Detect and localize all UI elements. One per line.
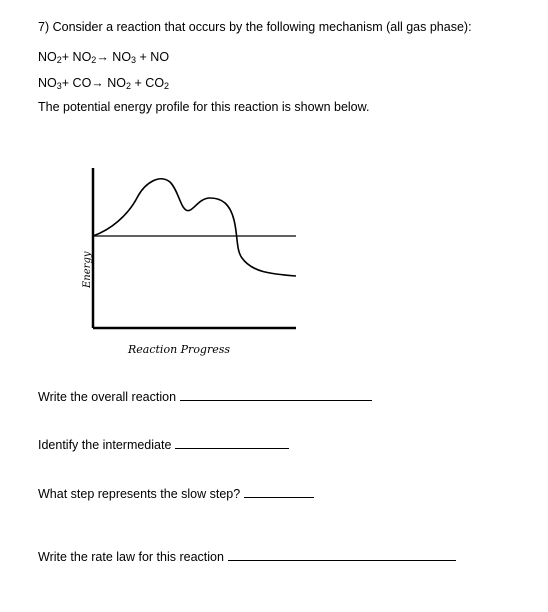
prompt-rate-law: Write the rate law for this reaction (38, 548, 456, 564)
y-axis-label: Energy (82, 251, 93, 288)
answer-blank-overall[interactable] (180, 388, 372, 401)
energy-profile-diagram (60, 160, 310, 370)
prompt-slow-step: What step represents the slow step? (38, 485, 314, 501)
reaction-arrow: → (96, 50, 109, 64)
answer-blank-rate-law[interactable] (228, 548, 456, 561)
prompt-overall-reaction: Write the overall reaction (38, 388, 372, 404)
answer-blank-slow-step[interactable] (244, 485, 314, 498)
prompt-intermediate: Identify the intermediate (38, 436, 289, 452)
question-title: 7) Consider a reaction that occurs by the following mechanism (all gas phase): (38, 20, 472, 34)
step1-reactant-1: NO (38, 50, 57, 64)
reaction-arrow: → (91, 76, 104, 90)
step2-reactant-1: NO (38, 76, 57, 90)
mechanism-step-1: $NO_2+ NO_2\to NO_3$ + NO (38, 50, 170, 65)
profile-description: The potential energy profile for this reaction is shown below. (38, 100, 370, 114)
energy-curve (93, 179, 296, 276)
x-axis-label: Reaction Progress (128, 343, 231, 356)
mechanism-step-2: $NO_3+ CO\to NO_2 + CO_2$ (38, 76, 170, 91)
answer-blank-intermediate[interactable] (175, 436, 289, 449)
